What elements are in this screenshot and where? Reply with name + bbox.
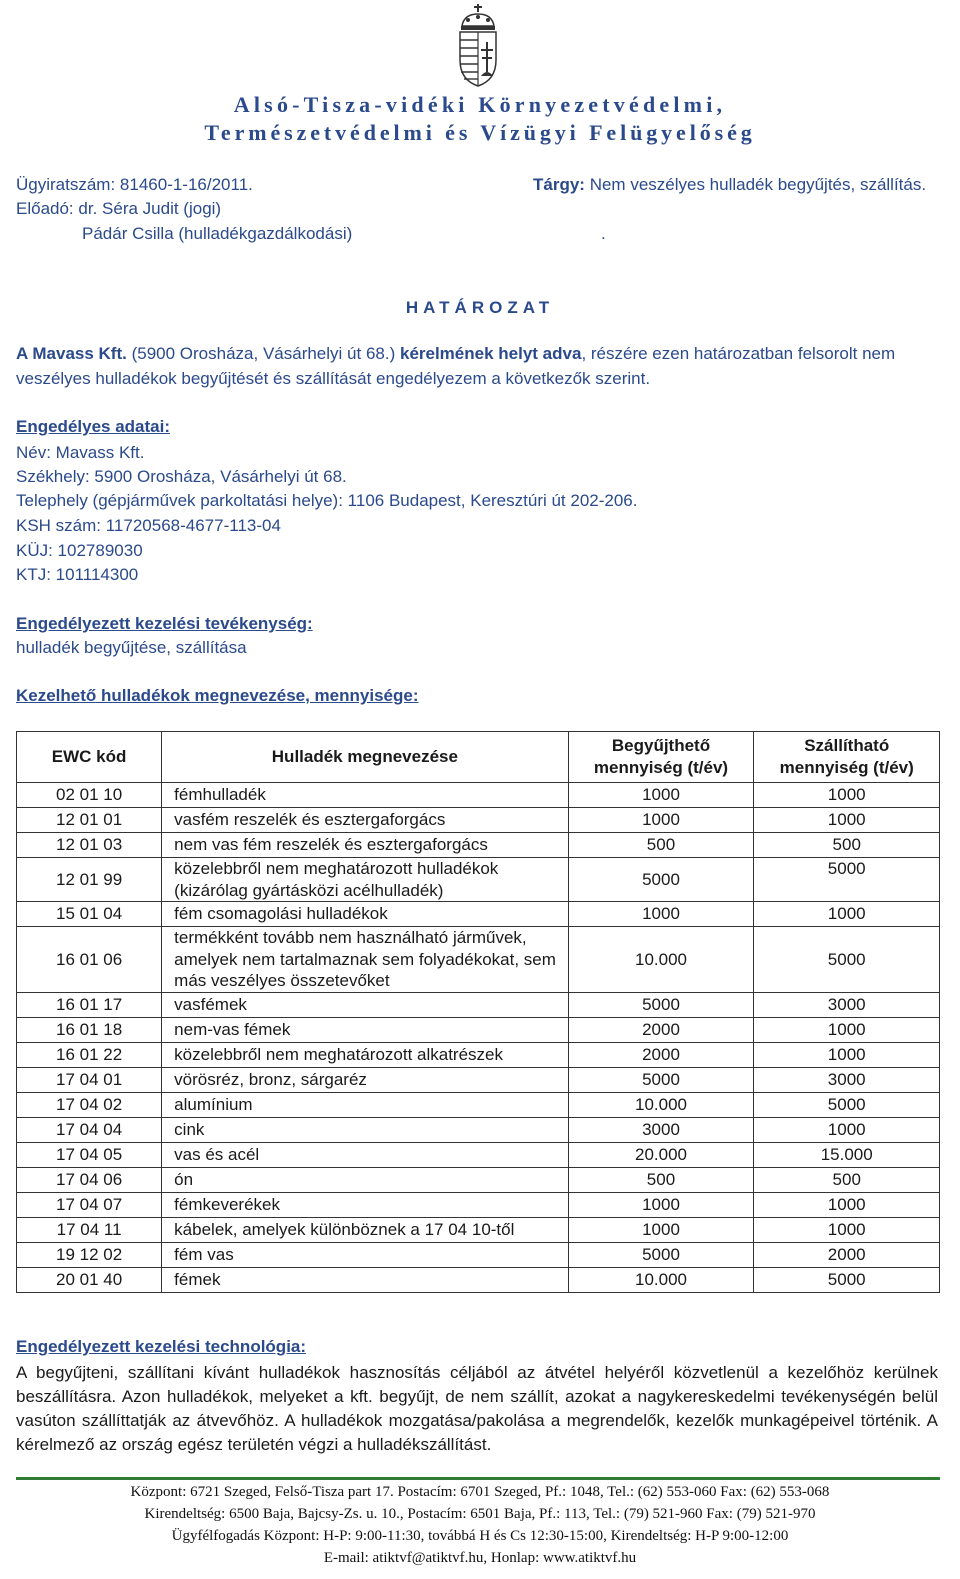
ewc-code-cell: 12 01 03 [17, 833, 162, 858]
waste-name-cell: vörösréz, bronz, sárgaréz [162, 1067, 568, 1092]
transport-amount-cell: 15.000 [754, 1142, 940, 1167]
licensee-site: Telephely (gépjárművek parkoltatási helye): 1106 Budapest, Keresztúri út 202-206. [16, 491, 638, 510]
ewc-code-cell: 02 01 10 [17, 783, 162, 808]
intro-line1 [16, 344, 895, 364]
collect-amount-cell: 2000 [568, 1017, 754, 1042]
transport-amount-cell: 1000 [754, 1192, 940, 1217]
licensee-ksh: KSH szám: 11720568-4677-113-04 [16, 516, 281, 535]
ewc-code-cell: 17 04 05 [17, 1142, 162, 1167]
waste-name-cell: nem vas fém reszelék és esztergaforgács [162, 833, 568, 858]
collect-amount-cell: 10.000 [568, 927, 754, 993]
collect-amount-cell: 500 [568, 833, 754, 858]
waste-name-cell: vas és acél [162, 1142, 568, 1167]
table-row [17, 1042, 940, 1067]
licensee-name: Név: Mavass Kft. [16, 443, 145, 462]
intro-company: A Mavass Kft. [16, 344, 127, 363]
waste-name-cell: fém vas [162, 1242, 568, 1267]
waste-name-cell: cink [162, 1117, 568, 1142]
case-number-value: 81460-1-16/2011. [119, 175, 253, 194]
licensee-kuj: KÜJ: 102789030 [16, 541, 143, 560]
waste-name-cell: fém csomagolási hulladékok [162, 902, 568, 927]
agency-name-line1: Alsó-Tisza-vidéki Környezetvédelmi, [233, 92, 727, 117]
col-ewc: EWC kód [17, 732, 162, 783]
table-row [17, 1242, 940, 1267]
collect-amount-cell: 5000 [568, 1242, 754, 1267]
presenter-2: Pádár Csilla (hulladékgazdálkodási) [82, 224, 353, 243]
ewc-code-cell: 12 01 01 [17, 808, 162, 833]
table-header-row [17, 732, 940, 783]
subject [533, 175, 926, 195]
table-row [17, 1267, 940, 1292]
col-name: Hulladék megnevezése [162, 732, 568, 783]
waste-name-cell: ón [162, 1167, 568, 1192]
activity-heading: Engedélyezett kezelési tevékenység: [16, 614, 313, 633]
collect-amount-cell: 10.000 [568, 1092, 754, 1117]
technology-heading: Engedélyezett kezelési technológia: [16, 1337, 307, 1356]
table-row [17, 858, 940, 902]
waste-table-body [17, 783, 940, 1293]
transport-amount-cell: 1000 [754, 1017, 940, 1042]
ewc-code-cell: 17 04 06 [17, 1167, 162, 1192]
presenter-label: Előadó: [16, 199, 74, 218]
waste-name-cell: fémkeverékek [162, 1192, 568, 1217]
technology-text: A begyűjteni, szállítani kívánt hulladékok hasznosítás céljából az átvétel helyéről közvetlenül a kezelőhöz kerülnek beszállításra. Azon hulladékok, melyeket a kft. begyűjt, de nem szállít, azokat a nagykereskedelmi tevékenységén belül vasúton szállíttatják az átvevőhöz. A hulladékok mozgatása/pakolása a megrendelők, kezelők munkagépeivel történik. A kérelmező az ország egész területén végzi a hulladékszállítást. [16, 1363, 938, 1454]
ewc-code-cell: 16 01 22 [17, 1042, 162, 1067]
collect-amount-cell: 5000 [568, 1067, 754, 1092]
collect-amount-cell: 500 [568, 1167, 754, 1192]
waste-name-cell: közelebbről nem meghatározott alkatrészek [162, 1042, 568, 1067]
table-row [17, 992, 940, 1017]
table-row [17, 1092, 940, 1117]
waste-name-cell: vasfém reszelék és esztergaforgács [162, 808, 568, 833]
case-number [16, 175, 253, 195]
transport-amount-cell: 1000 [754, 808, 940, 833]
waste-heading: Kezelhető hulladékok megnevezése, mennyisége: [16, 686, 419, 705]
agency-name-line2: Természetvédelmi és Vízügyi Felügyelőség [204, 120, 756, 145]
transport-amount-cell: 2000 [754, 1242, 940, 1267]
transport-amount-cell: 5000 [754, 858, 940, 902]
table-row [17, 1192, 940, 1217]
transport-amount-cell: 5000 [754, 1092, 940, 1117]
ewc-code-cell: 17 04 01 [17, 1067, 162, 1092]
intro-line2: veszélyes hulladékok begyűjtését és szállítását engedélyezem a következők szerint. [16, 369, 651, 388]
presenter-value: dr. Séra Judit (jogi) [78, 199, 222, 218]
intro-address: (5900 Orosháza, Vásárhelyi út 68.) [131, 344, 396, 363]
ewc-code-cell: 15 01 04 [17, 902, 162, 927]
ewc-code-cell: 16 01 17 [17, 992, 162, 1017]
ewc-code-cell: 17 04 02 [17, 1092, 162, 1117]
col-collect: Begyűjthető mennyiség (t/év) [568, 732, 754, 783]
waste-name-cell: fémhulladék [162, 783, 568, 808]
table-row [17, 927, 940, 993]
footer-divider [16, 1477, 940, 1480]
transport-amount-cell: 500 [754, 1167, 940, 1192]
waste-name-cell: alumínium [162, 1092, 568, 1117]
collect-amount-cell: 10.000 [568, 1267, 754, 1292]
transport-amount-cell: 1000 [754, 783, 940, 808]
ewc-code-cell: 17 04 04 [17, 1117, 162, 1142]
table-row [17, 1117, 940, 1142]
transport-amount-cell: 500 [754, 833, 940, 858]
document-title: HATÁROZAT [405, 298, 555, 317]
licensee-seat: Székhely: 5900 Orosháza, Vásárhelyi út 68. [16, 467, 347, 486]
table-row [17, 1017, 940, 1042]
waste-name-cell: vasfémek [162, 992, 568, 1017]
table-row [17, 783, 940, 808]
footer-line2: Kirendeltség: 6500 Baja, Bajcsy-Zs. u. 10., Postacím: 6501 Baja, Pf.: 113, Tel.: (79) 521-960 Fax: (79) 521-970 [144, 1506, 816, 1522]
ewc-code-cell: 20 01 40 [17, 1267, 162, 1292]
waste-name-cell: termékként tovább nem használható járművek, amelyek nem tartalmaznak sem folyadékokat, sem más veszélyes összetevőket [162, 927, 568, 993]
footer-line4: E-mail: atiktvf@atiktvf.hu, Honlap: www.atiktvf.hu [323, 1550, 637, 1566]
collect-amount-cell: 1000 [568, 783, 754, 808]
table-row [17, 902, 940, 927]
meta-dot: . [601, 224, 606, 243]
transport-amount-cell: 1000 [754, 1042, 940, 1067]
collect-amount-cell: 1000 [568, 1217, 754, 1242]
presenter [16, 199, 221, 219]
table-row [17, 1167, 940, 1192]
footer-line3: Ügyfélfogadás Központ: H-P: 9:00-11:30, továbbá H és Cs 12:30-15:00, Kirendeltség: H-P 9:00-12:00 [171, 1528, 789, 1544]
waste-name-cell: kábelek, amelyek különböznek a 17 04 10-től [162, 1217, 568, 1242]
table-row [17, 808, 940, 833]
table-row [17, 1142, 940, 1167]
ewc-code-cell: 12 01 99 [17, 858, 162, 902]
subject-value: Nem veszélyes hulladék begyűjtés, szállítás. [589, 175, 927, 194]
transport-amount-cell: 3000 [754, 992, 940, 1017]
transport-amount-cell: 1000 [754, 902, 940, 927]
table-row [17, 833, 940, 858]
collect-amount-cell: 2000 [568, 1042, 754, 1067]
waste-name-cell: nem-vas fémek [162, 1017, 568, 1042]
waste-table [16, 731, 940, 1293]
transport-amount-cell: 1000 [754, 1217, 940, 1242]
collect-amount-cell: 5000 [568, 992, 754, 1017]
transport-amount-cell: 5000 [754, 1267, 940, 1292]
waste-name-cell: közelebbről nem meghatározott hulladékok (kizárólag gyártásközi acélhulladék) [162, 858, 568, 902]
case-number-label: Ügyiratszám: [16, 175, 116, 194]
licensee-heading: Engedélyes adatai: [16, 417, 171, 436]
ewc-code-cell: 19 12 02 [17, 1242, 162, 1267]
ewc-code-cell: 16 01 06 [17, 927, 162, 993]
col-transport: Szállítható mennyiség (t/év) [754, 732, 940, 783]
collect-amount-cell: 1000 [568, 808, 754, 833]
ewc-code-cell: 16 01 18 [17, 1017, 162, 1042]
collect-amount-cell: 5000 [568, 858, 754, 902]
footer-line1: Központ: 6721 Szeged, Felső-Tisza part 17. Postacím: 6701 Szeged, Pf.: 1048, Tel.: (62) 553-060 Fax: (62) 553-068 [130, 1484, 830, 1500]
transport-amount-cell: 1000 [754, 1117, 940, 1142]
intro-granted: kérelmének helyt adva [399, 344, 582, 363]
hungarian-coat-of-arms-icon [452, 2, 504, 88]
transport-amount-cell: 5000 [754, 927, 940, 993]
collect-amount-cell: 20.000 [568, 1142, 754, 1167]
table-row [17, 1217, 940, 1242]
activity-value: hulladék begyűjtése, szállítása [16, 638, 247, 657]
collect-amount-cell: 1000 [568, 1192, 754, 1217]
ewc-code-cell: 17 04 11 [17, 1217, 162, 1242]
transport-amount-cell: 3000 [754, 1067, 940, 1092]
collect-amount-cell: 3000 [568, 1117, 754, 1142]
table-row [17, 1067, 940, 1092]
intro-rest: , részére ezen határozatban felsorolt nem [581, 344, 896, 363]
subject-label: Tárgy: [533, 175, 585, 194]
licensee-ktj: KTJ: 101114300 [16, 565, 139, 584]
waste-name-cell: fémek [162, 1267, 568, 1292]
ewc-code-cell: 17 04 07 [17, 1192, 162, 1217]
collect-amount-cell: 1000 [568, 902, 754, 927]
